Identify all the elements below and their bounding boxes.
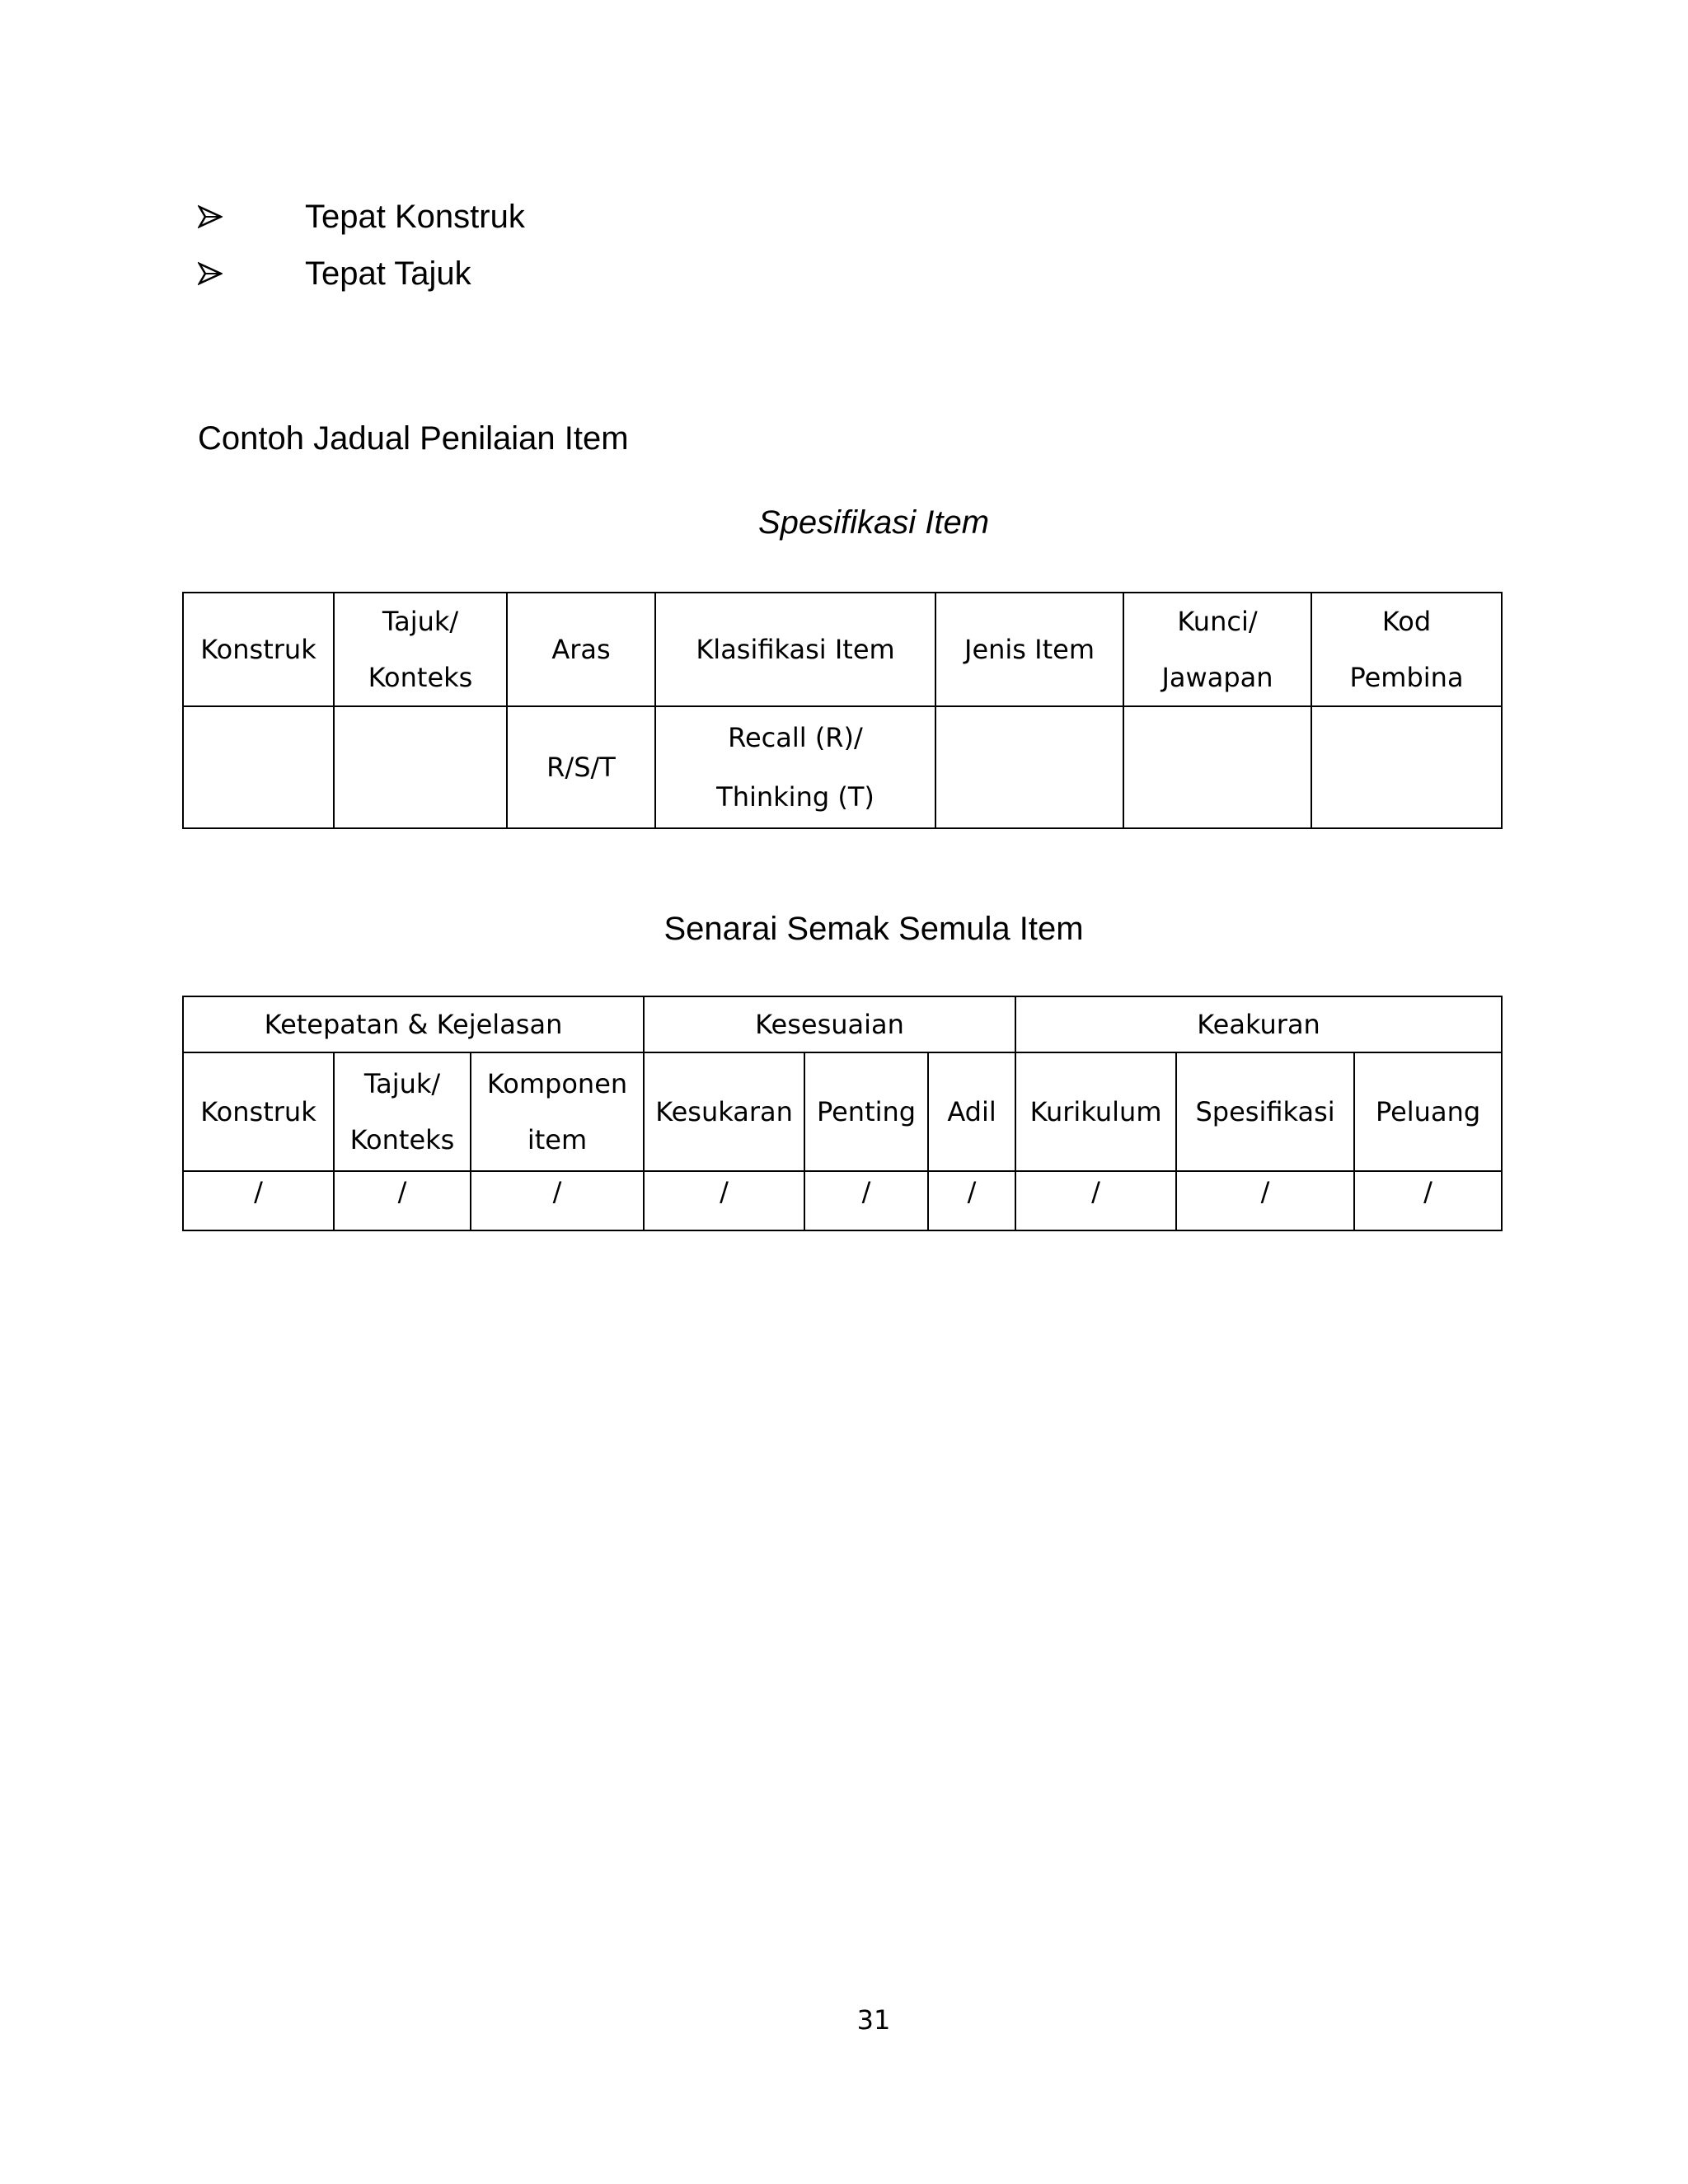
table-cell bbox=[935, 706, 1123, 828]
table-row bbox=[183, 706, 1502, 828]
table-cell bbox=[1311, 706, 1502, 828]
check-mark-cell: / bbox=[1176, 1171, 1354, 1230]
header-cell: Tajuk/ Konteks bbox=[334, 1052, 471, 1171]
check-mark-cell: / bbox=[644, 1171, 804, 1230]
check-mark-cell: / bbox=[183, 1171, 334, 1230]
table-cell bbox=[334, 706, 507, 828]
arrowhead-bullet-icon bbox=[198, 261, 223, 286]
header-cell: Kod Pembina bbox=[1311, 593, 1502, 706]
table-header-row bbox=[183, 593, 1502, 706]
header-cell: Konstruk bbox=[183, 593, 334, 706]
bullet-item-tepat-tajuk bbox=[198, 249, 471, 298]
header-cell: Jenis Item bbox=[935, 593, 1123, 706]
check-mark-cell: / bbox=[928, 1171, 1015, 1230]
bullet-text: Tepat Konstruk bbox=[305, 198, 525, 235]
header-cell: Kurikulum bbox=[1015, 1052, 1176, 1171]
group-header-cell: Ketepatan & Kejelasan bbox=[183, 996, 644, 1052]
check-mark-cell: / bbox=[804, 1171, 928, 1230]
subheader-row bbox=[183, 1052, 1502, 1171]
header-cell: Aras bbox=[507, 593, 655, 706]
group-header-cell: Keakuran bbox=[1015, 996, 1502, 1052]
table-cell: Recall (R)/ Thinking (T) bbox=[655, 706, 935, 828]
table-cell: R/S/T bbox=[507, 706, 655, 828]
bullet-item-tepat-konstruk bbox=[198, 192, 525, 241]
check-mark-cell: / bbox=[1354, 1171, 1502, 1230]
check-mark-cell: / bbox=[334, 1171, 471, 1230]
header-cell: Kunci/ Jawapan bbox=[1123, 593, 1311, 706]
header-cell: Tajuk/ Konteks bbox=[334, 593, 507, 706]
table-cell bbox=[1123, 706, 1311, 828]
group-header-cell: Kesesuaian bbox=[644, 996, 1015, 1052]
header-cell: Penting bbox=[804, 1052, 928, 1171]
section-title: Contoh Jadual Penilaian Item bbox=[198, 420, 629, 457]
arrowhead-bullet-icon bbox=[198, 204, 223, 229]
header-cell: Kesukaran bbox=[644, 1052, 804, 1171]
check-mark-cell: / bbox=[471, 1171, 644, 1230]
checklist-table-title: Senarai Semak Semula Item bbox=[663, 911, 1084, 947]
table-cell bbox=[183, 706, 334, 828]
spec-table bbox=[182, 592, 1503, 829]
check-mark-cell: / bbox=[1015, 1171, 1176, 1230]
header-cell: Konstruk bbox=[183, 1052, 334, 1171]
checklist-table bbox=[182, 996, 1503, 1231]
header-cell: Klasifikasi Item bbox=[655, 593, 935, 706]
spec-table-title: Spesifikasi Item bbox=[757, 504, 990, 541]
header-cell: Peluang bbox=[1354, 1052, 1502, 1171]
table-row bbox=[183, 1171, 1502, 1230]
header-cell: Spesifikasi bbox=[1176, 1052, 1354, 1171]
header-cell: Adil bbox=[928, 1052, 1015, 1171]
page-number: 31 bbox=[856, 2004, 891, 2036]
header-cell: Komponen item bbox=[471, 1052, 644, 1171]
bullet-text: Tepat Tajuk bbox=[305, 255, 471, 292]
group-header-row bbox=[183, 996, 1502, 1052]
